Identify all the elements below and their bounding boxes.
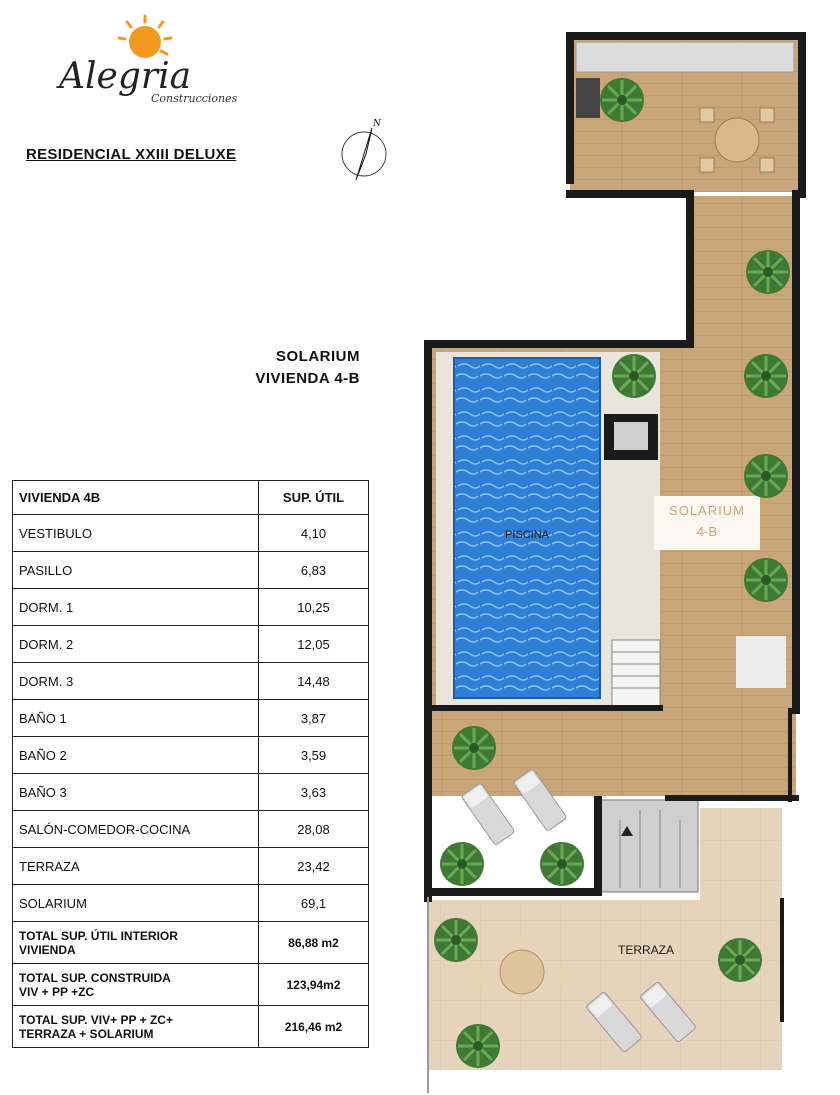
table-cell-room: SALÓN-COMEDOR-COCINA	[13, 811, 259, 848]
solarium-tag	[654, 496, 760, 550]
table-total-label	[13, 922, 259, 964]
table-row	[13, 848, 369, 885]
outdoor-shower	[736, 636, 786, 688]
table-total-row	[13, 1006, 369, 1048]
north-compass-icon	[336, 114, 392, 186]
area-table	[12, 480, 369, 1048]
table-row	[13, 515, 369, 552]
plan-label-line2: VIVIENDA 4-B	[255, 370, 360, 387]
logo-name: Alegria	[59, 56, 192, 97]
total-label-line1: TOTAL SUP. CONSTRUIDA	[19, 970, 171, 985]
table-total-row	[13, 922, 369, 964]
table-cell-area: 3,59	[259, 737, 369, 774]
table-cell-area: 12,05	[259, 626, 369, 663]
table-cell-room: DORM. 3	[13, 663, 259, 700]
table-cell-room: PASILLO	[13, 552, 259, 589]
table-row	[13, 700, 369, 737]
table-row	[13, 626, 369, 663]
total-label-line2: VIVIENDA	[19, 942, 76, 957]
table-cell-room: BAÑO 1	[13, 700, 259, 737]
plant-icon	[434, 918, 478, 962]
solarium-tag-line1: SOLARIUM	[669, 503, 745, 518]
compass-north-label: N	[373, 119, 381, 129]
plan-label	[255, 346, 360, 390]
table-cell-room: TERRAZA	[13, 848, 259, 885]
table-cell-room: SOLARIUM	[13, 885, 259, 922]
table-row	[13, 737, 369, 774]
table-header-area: SUP. ÚTIL	[259, 481, 369, 515]
table-row	[13, 811, 369, 848]
pool	[436, 352, 660, 708]
plant-icon	[456, 1024, 500, 1068]
alegria-logo	[55, 10, 275, 130]
table-cell-room: DORM. 1	[13, 589, 259, 626]
plant-icon	[440, 842, 484, 886]
total-label-line2: TERRAZA + SOLARIUM	[19, 1026, 154, 1041]
plant-icon	[540, 842, 584, 886]
table-cell-area: 14,48	[259, 663, 369, 700]
table-cell-area: 28,08	[259, 811, 369, 848]
table-cell-room: DORM. 2	[13, 626, 259, 663]
table-cell-room: VESTIBULO	[13, 515, 259, 552]
terraza-label: TERRAZA	[617, 943, 675, 957]
plant-icon	[452, 726, 496, 770]
table-cell-room: BAÑO 2	[13, 737, 259, 774]
table-row	[13, 552, 369, 589]
plant-icon	[746, 250, 790, 294]
table-total-label	[13, 964, 259, 1006]
table-header-room: VIVIENDA 4B	[13, 481, 259, 515]
total-label-line2: VIV + PP +ZC	[19, 984, 95, 999]
table-row	[13, 663, 369, 700]
staircase	[600, 800, 698, 892]
table-cell-area: 4,10	[259, 515, 369, 552]
upper-patio	[570, 38, 800, 192]
table-total-row	[13, 964, 369, 1006]
plant-icon	[718, 938, 762, 982]
table-row	[13, 589, 369, 626]
plant-icon	[600, 78, 644, 122]
plant-icon	[744, 454, 788, 498]
table-header-row	[13, 481, 369, 515]
logo-subtitle: Construcciones	[151, 92, 238, 105]
total-label-line1: TOTAL SUP. ÚTIL INTERIOR	[19, 928, 178, 943]
table-total-value: 123,94m2	[259, 964, 369, 1006]
project-title: RESIDENCIAL XXIII DELUXE	[26, 146, 237, 163]
sun-icon	[119, 16, 171, 58]
plant-icon	[744, 354, 788, 398]
floor-plan	[418, 28, 840, 1095]
plant-icon	[612, 354, 656, 398]
plant-icon	[744, 558, 788, 602]
table-cell-area: 6,83	[259, 552, 369, 589]
table-cell-area: 10,25	[259, 589, 369, 626]
table-cell-room: BAÑO 3	[13, 774, 259, 811]
table-cell-area: 3,87	[259, 700, 369, 737]
table-row	[13, 774, 369, 811]
total-label-line1: TOTAL SUP. VIV+ PP + ZC+	[19, 1012, 173, 1027]
table-cell-area: 69,1	[259, 885, 369, 922]
table-total-label	[13, 1006, 259, 1048]
table-total-value: 86,88 m2	[259, 922, 369, 964]
table-row	[13, 885, 369, 922]
pool-steps-icon	[612, 640, 660, 708]
solarium-tag-line2: 4-B	[696, 524, 718, 539]
table-cell-area: 23,42	[259, 848, 369, 885]
table-cell-area: 3,63	[259, 774, 369, 811]
plan-label-line1: SOLARIUM	[276, 348, 360, 365]
table-total-value: 216,46 m2	[259, 1006, 369, 1048]
pool-label: PISCINA	[504, 529, 550, 541]
